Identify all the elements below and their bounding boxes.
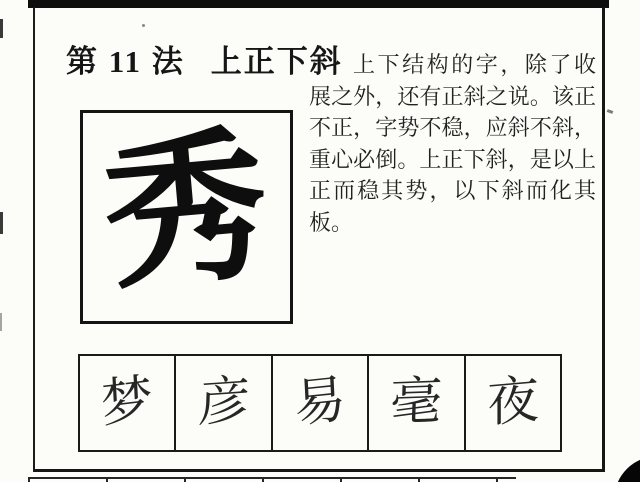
scan-edge-mark (0, 212, 3, 234)
example-cell (271, 356, 367, 450)
paragraph-line-2: 展之外，还有正斜之说。该正 (309, 83, 596, 109)
example-cell (367, 356, 463, 450)
example-character: 夜 (486, 371, 539, 434)
paragraph-line-5: 正而稳其势，以下斜而化其 (309, 178, 596, 203)
paragraph-line-1: 上下结构的字，除了收 (353, 52, 596, 77)
next-grid-tick (418, 478, 420, 482)
next-grid-tick (28, 478, 30, 482)
example-character-row (78, 354, 562, 452)
example-character: 彦 (196, 372, 251, 433)
scan-edge-mark (0, 313, 2, 331)
example-cell (464, 356, 560, 450)
next-grid-tick (262, 478, 264, 482)
next-grid-tick (184, 478, 186, 482)
page-corner-dot (614, 456, 640, 482)
example-cell (80, 356, 174, 450)
next-grid-top-line (28, 477, 516, 479)
example-character: 梦 (99, 370, 155, 435)
paragraph-line-6: 板。 (309, 209, 354, 235)
scan-speck (607, 109, 614, 114)
paragraph-line-3: 不正，字势不稳，应斜不斜， (309, 115, 596, 140)
paragraph-line-4: 重心必倒。上正下斜，是以上 (309, 146, 596, 172)
next-grid-tick (496, 478, 498, 482)
method-name-label: 上正下斜 (210, 44, 343, 79)
example-cell (174, 356, 270, 450)
scan-edge-mark (0, 19, 3, 38)
example-character: 易 (292, 371, 348, 434)
main-example-character: 秀 (97, 115, 276, 310)
description-paragraph (309, 49, 596, 238)
method-number-label: 第 11 法 (66, 44, 185, 79)
page-title (66, 44, 343, 80)
main-example-box (80, 110, 293, 324)
next-grid-tick (340, 478, 342, 482)
next-grid-tick (106, 478, 108, 482)
example-character: 毫 (389, 373, 444, 432)
scan-speck (142, 24, 145, 27)
